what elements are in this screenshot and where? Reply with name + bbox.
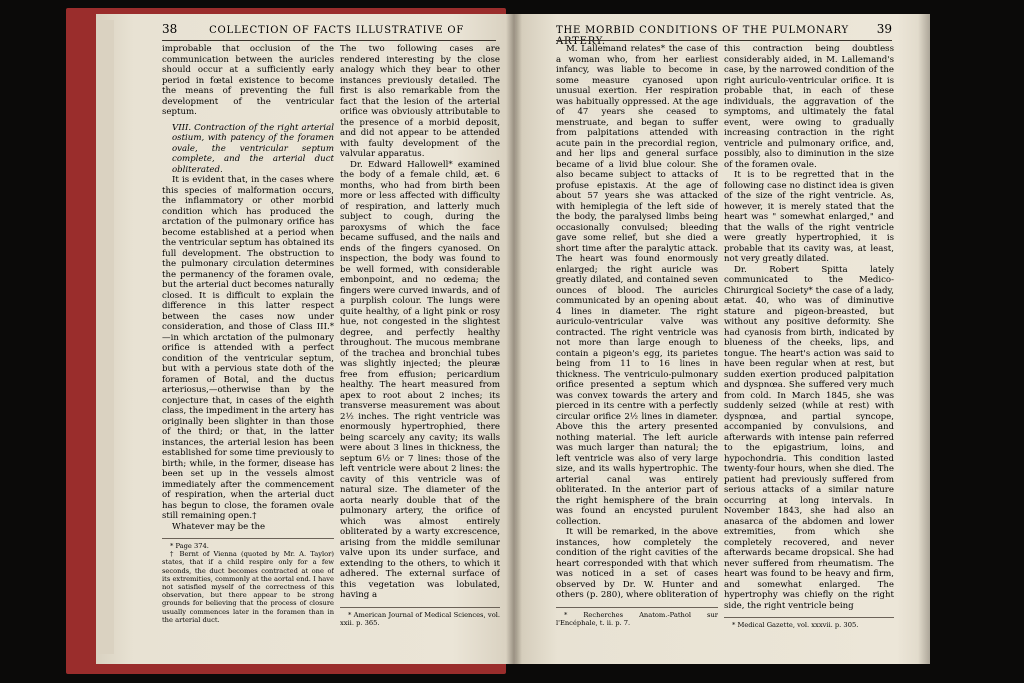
right-column-2 <box>724 44 894 634</box>
footnote: † Bernt of Vienna (quoted by Mr. A. Taylor) states, that if a child respire only for a few seconds, the duct becomes contracted at one of its extremities, commonly at the aortal end. I have not satisfied myself of the correctness of this observation, but there appear to be strong grounds for believing that the process of closure usually commences later in the foramen than in the arterial duct. <box>162 550 334 624</box>
paragraph: improbable that occlusion of the communication between the auricles should occur at a sufficiently early period in fœtal existence to become the means of preventing the full development of the ventricular septum. <box>162 44 334 117</box>
right-page-number: 39 <box>876 22 892 36</box>
footnote: * Recherches Anatom.-Pathol sur l'Encéphale, t. ii. p. 7. <box>556 610 718 627</box>
left-head-rule <box>162 40 496 41</box>
left-page-number: 38 <box>162 22 178 36</box>
paragraph: It is to be regretted that in the following case no distinct idea is given of the size of the right ventricle. As, however, it is merely stated that the heart was " somewhat enlarged," and that the walls of the right ventricle were greatly hypertrophied, it is probable that its cavity was, at least, not very greatly dilated. <box>724 170 894 264</box>
footnotes <box>340 607 500 627</box>
footnotes <box>556 607 718 627</box>
footnote: * Page 374. <box>170 542 209 550</box>
footnotes <box>724 617 894 629</box>
footnote: * Medical Gazette, vol. xxxvii. p. 305. <box>732 621 859 629</box>
paragraph: this contraction being doubtless considerably aided, in M. Lallemand's case, by the narrowed condition of the right auriculo-ventricular orifice. It is probable that, in each of these individuals, the aggravation of the symptoms, and ultimately the fatal event, were owing to gradually increasing contraction in the right ventricle and pulmonary orifice, and, possibly, also to diminution in the size of the foramen ovale. <box>724 44 894 170</box>
left-column-1 <box>162 44 334 634</box>
right-column-1 <box>556 44 718 634</box>
right-running-title: THE MORBID CONDITIONS OF THE PULMONARY ARTERY. <box>556 25 849 47</box>
paragraph: It will be remarked, in the above instances, how completely the condition of the right cavities of the heart corresponded with that which was noticed in a set of cases observed by Dr. W. Hunter and others (p. 280), where obliteration of <box>556 527 718 600</box>
paragraph: The two following cases are rendered interesting by the close analogy which they bear to other instances previously detailed. The first is also remarkable from the fact that the lesion of the arterial orifice was obviously attributable to the presence of a morbid deposit, and did not appear to be attended with faulty development of the valvular apparatus. <box>340 44 500 159</box>
page-edge-shadow <box>918 14 930 664</box>
paragraph: It is evident that, in the cases where this species of malformation occurs, the inflammatory or other morbid condition which has produced the arctation of the pulmonary orifice has become established at a period when the ventricular septum has obtained its full development. The obstruction to the pulmonary circulation determines the permanency of the foramen ovale, but the arterial duct becomes naturally closed. It is difficult to explain the difference in this latter respect between the cases now under consideration, and those of Class III.*—in which arctation of the pulmonary orifice is attended with a perfect condition of the ventricular septum, but with a pervious state doth of the foramen of Botal, and the ductus arteriosus,—otherwise than by the conjecture that, in cases of the eighth class, the impediment in the artery has originally been slighter in than those of the third; or that, in the latter instances, the arterial lesion has been established for some time previously to birth; while, in the former, disease has been set up in the vessels almost immediately after the commencement of respiration, when the arterial duct has begun to close, the foramen ovale still remaining open.† <box>162 175 334 521</box>
paragraph: M. Lallemand relates* the case of a woman who, from her earliest infancy, was liable to become in some measure cyanosed upon unusual exertion. Her respiration was habitually oppressed. At the age of 47 years she ceased to menstruate, and began to suffer from palpitations attended with acute pain in the precordial region, and her lips and general surface became of a livid blue colour. She also became subject to attacks of profuse epistaxis. At the age of about 57 years she was attacked with hemiplegia of the left side of the body, the paralysed limbs being occasionally convulsed; bleeding gave some relief, but she died a short time after the paralytic attack. The heart was found enormously enlarged; the right auricle was greatly dilated, and contained seven ounces of blood. The auricles communicated by an opening about 4 lines in diameter. The right auriculo-ventricular valve was contracted. The right ventricle was not more than large enough to contain a pigeon's egg, its parietes being from 11 to 16 lines in thickness. The ventriculo-pulmonary orifice presented a septum which was convex towards the artery and pierced in its centre with a perfectly circular orifice 2½ lines in diameter. Above this the artery presented nothing material. The left auricle was much larger than natural; the left ventricle was also of very large size, and its walls hypertrophic. The arterial canal was entirely obliterated. In the anterior part of the right hemisphere of the brain was found an encysted purulent collection. <box>556 44 718 527</box>
footnotes <box>162 538 334 624</box>
paragraph: Whatever may be the <box>172 521 266 532</box>
paragraph: Dr. Edward Hallowell* examined the body of a female child, æt. 6 months, who had from birth been more or less affected with difficulty of respiration, and latterly much subject to cough, during the paroxysms of which the face became suffused, and the nails and ends of the fingers cyanosed. On inspection, the body was found to be well formed, with considerable embonpoint, and no œdema; the fingers were curved inwards, and of a purplish colour. The lungs were quite healthy, of a light pink or rosy hue, not congested in the slightest degree, and perfectly healthy throughout. The mucous membrane of the trachea and bronchial tubes was slightly injected; the pleuræ free from effusion; pericardium healthy. The heart measured from apex to root about 2 inches; its transverse measurement was about 2½ inches. The right ventricle was enormously hypertrophied, there being scarcely any cavity; its walls were about 3 lines in thickness, the septum 6½ or 7 lines: those of the left ventricle were about 2 lines: the cavity of this ventricle was of natural size. The diameter of the aorta nearly double that of the pulmonary artery, the orifice of which was almost entirely obliterated by a warty excrescence, arising from the middle semilunar valve upon its under surface, and extending to the others, to which it adhered. The external surface of this vegetation was lobulated, having a <box>340 159 500 600</box>
left-column-2 <box>340 44 500 634</box>
right-running-head <box>556 22 892 47</box>
section-heading: VIII. Contraction of the right arterial ostium, with patency of the foramen ovale, the ventricular septum complete, and the arterial duct obliterated. <box>172 122 334 175</box>
left-running-head <box>162 22 496 38</box>
paragraph: Dr. Robert Spitta lately communicated to the Medico-Chirurgical Society* the case of a lady, ætat. 40, who was of diminutive stature and pigeon-breasted, but without any positive deformity. She had cyanosis from birth, indicated by blueness of the cheeks, lips, and tongue. The heart's action was said to have been regular when at rest, but sudden exertion produced palpitation and dyspnœa. She suffered very much from cold. In March 1845, she was suddenly seized (while at rest) with dyspnœa, and partial syncope, accompanied by convulsions, and afterwards with intense pain referred to the epigastrium, loins, and hypochondria. This condition lasted twenty-four hours, when she died. The patient had previously suffered from serious attacks of a similar nature occurring at long intervals. In November 1843, she had also an anasarca of the abdomen and lower extremities, from which she completely recovered, and never afterwards became dropsical. She had never suffered from rheumatism. The heart was found to be heavy and firm, and somewhat enlarged. The hypertrophy was chiefly on the right side, the right ventricle being <box>724 264 894 611</box>
footnote: * American Journal of Medical Sciences, vol. xxii. p. 365. <box>340 610 500 627</box>
left-running-title: COLLECTION OF FACTS ILLUSTRATIVE OF <box>209 25 465 36</box>
right-head-rule <box>556 40 892 41</box>
book-gutter <box>506 14 522 664</box>
page-edges <box>98 20 114 654</box>
